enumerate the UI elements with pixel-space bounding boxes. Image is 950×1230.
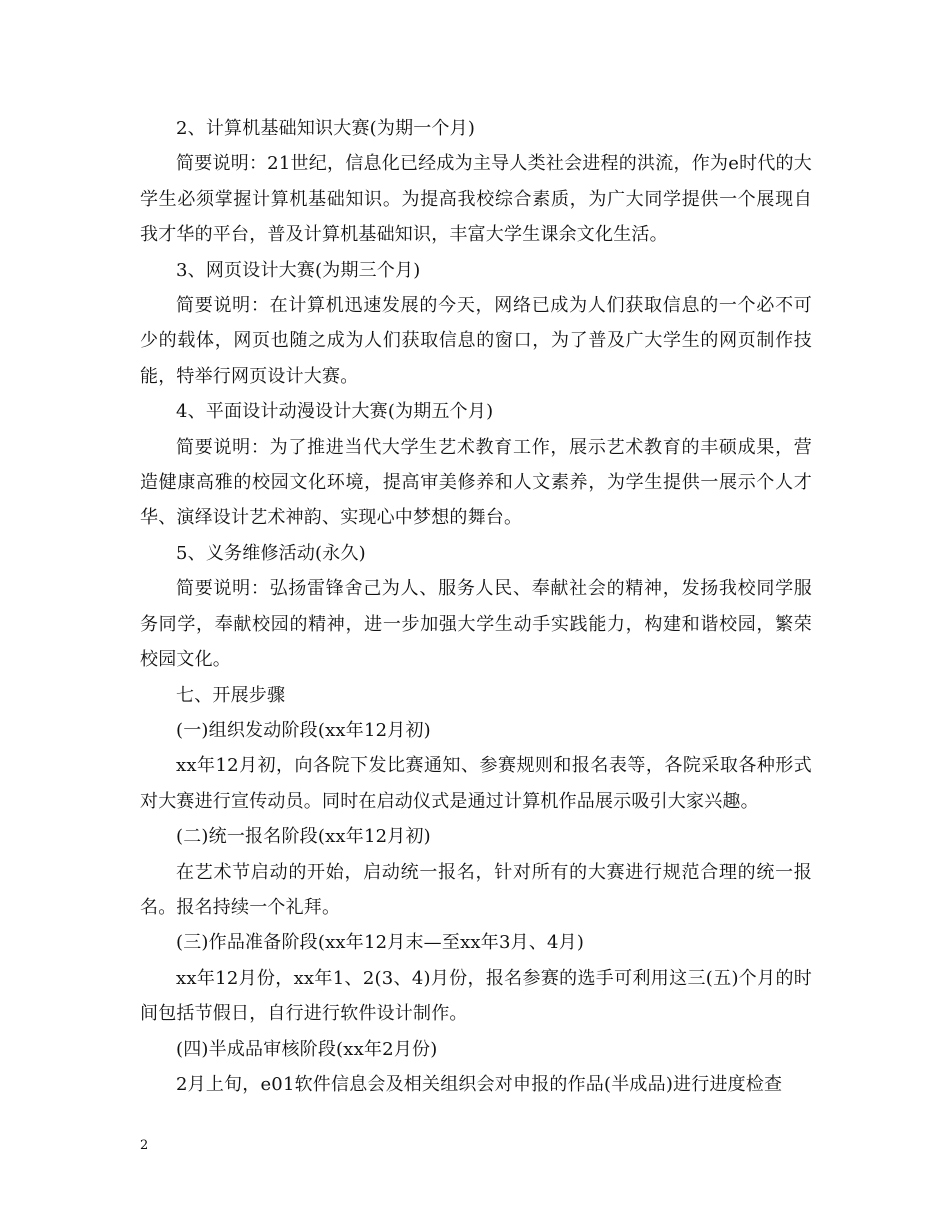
paragraph-web-design-description: 简要说明：在计算机迅速发展的今天，网络已成为人们获取信息的一个必不可少的载体，网页也随之成为人们获取信息的窗口，为了普及广大学生的网页制作技能，特举行网页设计大赛。 — [140, 295, 812, 387]
paragraph-computer-basics-description: 简要说明：21世纪，信息化已经成为主导人类社会进程的洪流，作为e时代的大学生必须掌握计算机基础知识。为提高我校综合素质，为广大同学提供一个展现自我才华的平台，普及计算机基础知识，丰富大学生课余文化生活。 — [140, 153, 812, 246]
section-heading-graphic-animation-contest: 4、平面设计动漫设计大赛(为期五个月) — [176, 401, 494, 423]
section-heading-computer-basics-contest: 2、计算机基础知识大赛(为期一个月) — [176, 118, 476, 139]
section-heading-volunteer-repair: 5、义务维修活动(永久) — [176, 542, 366, 564]
subheading-review-stage: (四)半成品审核阶段(xx年2月份) — [176, 1038, 438, 1060]
paragraph-review-stage: 2月上旬，e01软件信息会及相关组织会对申报的作品(半成品)进行进度检查 — [176, 1073, 783, 1095]
paragraph-volunteer-repair-description: 简要说明：弘扬雷锋舍己为人、服务人民、奉献社会的精神，发扬我校同学服务同学，奉献校园的精神，进一步加强大学生动手实践能力，构建和谐校园，繁荣校园文化。 — [140, 578, 812, 671]
page-number: 2 — [140, 1138, 149, 1153]
section-heading-web-design-contest: 3、网页设计大赛(为期三个月) — [176, 259, 421, 281]
subheading-registration-stage: (二)统一报名阶段(xx年12月初) — [176, 826, 431, 848]
subheading-preparation-stage: (三)作品准备阶段(xx年12月末—至xx年3月、4月) — [176, 932, 585, 954]
paragraph-preparation-stage: xx年12月份，xx年1、2(3、4)月份，报名参赛的选手可利用这三(五)个月的时间包括节假日，自行进行软件设计制作。 — [140, 967, 812, 1025]
paragraph-graphic-animation-description: 简要说明：为了推进当代大学生艺术教育工作，展示艺术教育的丰硕成果，营造健康高雅的校园文化环境，提高审美修养和人文素养，为学生提供一展示个人才华、演绎设计艺术神韵、实现心中梦想的舞台。 — [140, 436, 812, 529]
document-body — [140, 111, 812, 1102]
paragraph-mobilization-stage: xx年12月初，向各院下发比赛通知、参赛规则和报名表等，各院采取各种形式对大赛进行宣传动员。同时在启动仪式是通过计算机作品展示吸引大家兴趣。 — [140, 755, 812, 812]
section-heading-implementation-steps: 七、开展步骤 — [176, 684, 286, 706]
paragraph-registration-stage: 在艺术节启动的开始，启动统一报名，针对所有的大赛进行规范合理的统一报名。报名持续一个礼拜。 — [140, 861, 812, 918]
subheading-mobilization-stage: (一)组织发动阶段(xx年12月初) — [176, 719, 431, 741]
